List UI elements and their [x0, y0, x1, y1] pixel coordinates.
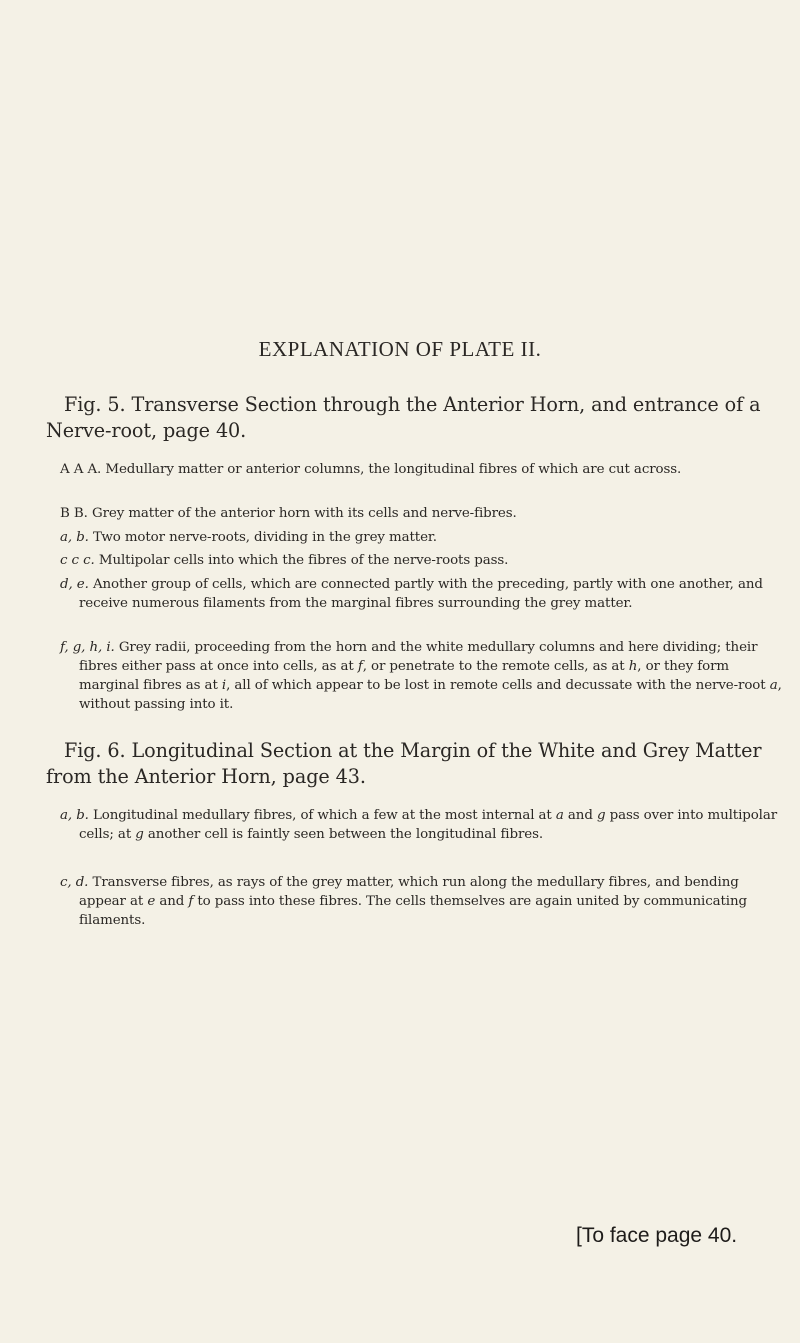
entry-text: Transverse fibres, as rays of the grey matter, which run along the medullary fibres, and bending appear at — [79, 875, 739, 909]
page-title: EXPLANATION OF PLATE II. — [258, 337, 542, 361]
entry-key: A A A. — [60, 462, 102, 477]
entry-text: Two motor nerve-roots, dividing in the grey matter. — [93, 530, 437, 545]
fig5-entry-aaa — [60, 460, 787, 479]
entry-key: c, d. — [60, 875, 89, 890]
fig6-entry-cd — [60, 873, 787, 930]
letter-ref: g — [596, 808, 606, 823]
entry-text: , or they form marginal fibres as at — [79, 659, 729, 693]
entry-key: a, b. — [60, 808, 89, 823]
entry-text: , without passing into it. — [79, 678, 782, 712]
entry-text: , all of which appear to be lost in remote cells and decussate with the nerve-root — [226, 678, 770, 693]
fig5-entry-ccc — [60, 551, 787, 570]
letter-ref: e — [147, 894, 156, 909]
entry-text: Longitudinal medullary fibres, of which a few at the most internal at — [93, 808, 556, 823]
fig5-entry-de — [60, 575, 787, 613]
entry-text: Grey radii, proceeding from the horn and the white medullary columns and here dividing; their fibres either pass at once into cells, as at — [79, 640, 758, 674]
entry-text: Grey matter of the anterior horn with its cells and nerve-fibres. — [91, 506, 517, 521]
entry-text: and — [155, 894, 189, 909]
entry-text: pass over into multipolar cells; at — [79, 808, 778, 842]
entry-text: and — [563, 808, 597, 823]
letter-ref: h — [628, 659, 638, 674]
letter-ref: a — [555, 808, 564, 823]
letter-ref: i — [221, 678, 227, 693]
entry-key: f, g, h, i. — [60, 640, 115, 655]
letter-ref: a — [769, 678, 778, 693]
entry-text: Multipolar cells into which the fibres of the nerve-roots pass. — [98, 553, 509, 568]
entry-key: c c c. — [60, 553, 95, 568]
fig5-entry-fghi — [60, 638, 787, 714]
entry-text: Medullary matter or anterior columns, the longitudinal fibres of which are cut across. — [105, 462, 682, 477]
letter-ref: f — [357, 659, 363, 674]
fig5-entry-bb — [60, 504, 787, 523]
entry-text: another cell is faintly seen between the longitudinal fibres. — [143, 827, 544, 842]
entry-key: d, e. — [60, 577, 89, 592]
letter-ref: g — [135, 827, 144, 842]
fig6-entry-ab — [60, 806, 787, 844]
facing-page-note: [To face page 40. — [576, 1224, 738, 1247]
fig5-entry-ab — [60, 528, 787, 547]
fig5-heading: Fig. 5. Transverse Section through the Anterior Horn, and entrance of a Nerve-root, page 40. — [46, 393, 761, 442]
entry-text: Another group of cells, which are connected partly with the preceding, partly with one another, and receive numerous filaments from the marginal fibres surrounding the grey matter. — [79, 577, 763, 611]
letter-ref: f — [188, 894, 194, 909]
entry-key: a, b. — [60, 530, 89, 545]
entry-text: to pass into these fibres. The cells themselves are again united by communicating filaments. — [79, 894, 747, 928]
entry-text: , or penetrate to the remote cells, as at — [362, 659, 629, 674]
entry-key: B B. — [60, 506, 88, 521]
fig6-heading: Fig. 6. Longitudinal Section at the Margin of the White and Grey Matter from the Anterior Horn, page 43. — [46, 739, 762, 788]
